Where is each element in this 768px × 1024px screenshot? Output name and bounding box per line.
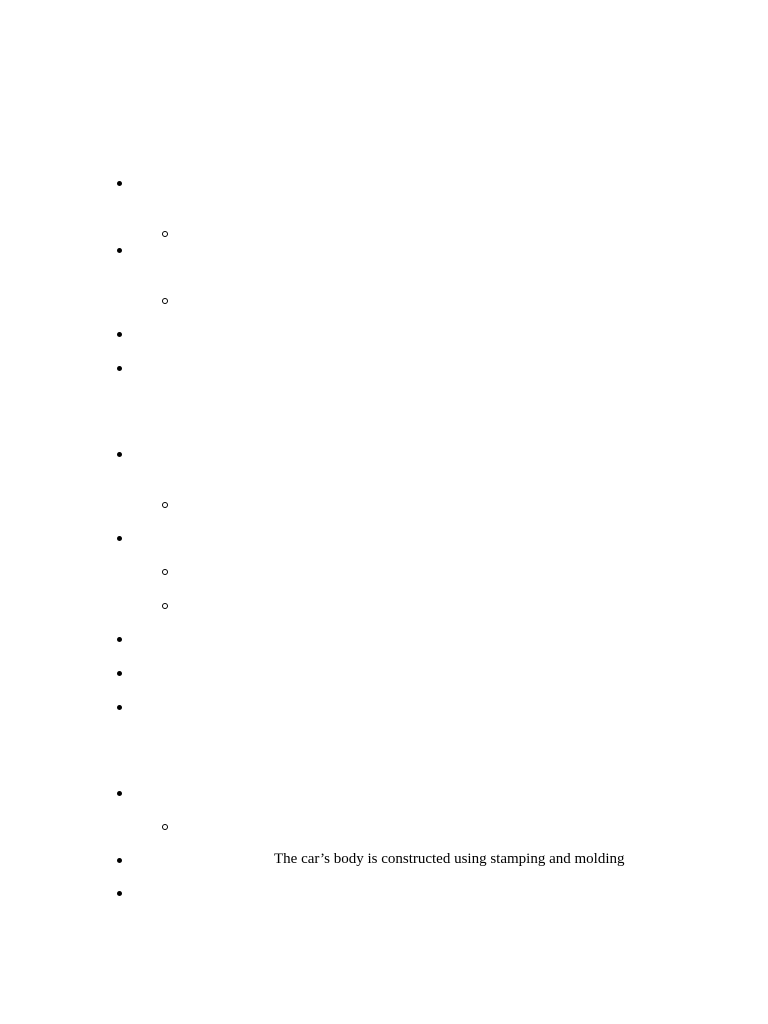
bullet-icon	[117, 181, 122, 186]
bullet-icon	[117, 248, 122, 253]
hollow-bullet-icon	[162, 502, 168, 508]
bullet-icon	[117, 366, 122, 371]
list-item-text: The car’s body is constructed using stamping and molding	[274, 851, 625, 867]
hollow-bullet-icon	[162, 298, 168, 304]
bullet-icon	[117, 705, 122, 710]
bullet-icon	[117, 671, 122, 676]
hollow-bullet-icon	[162, 603, 168, 609]
hollow-bullet-icon	[162, 569, 168, 575]
bullet-icon	[117, 791, 122, 796]
bullet-icon	[117, 637, 122, 642]
bullet-icon	[117, 858, 122, 863]
bullet-icon	[117, 452, 122, 457]
hollow-bullet-icon	[162, 231, 168, 237]
bullet-icon	[117, 536, 122, 541]
bullet-icon	[117, 332, 122, 337]
bullet-icon	[117, 891, 122, 896]
hollow-bullet-icon	[162, 824, 168, 830]
